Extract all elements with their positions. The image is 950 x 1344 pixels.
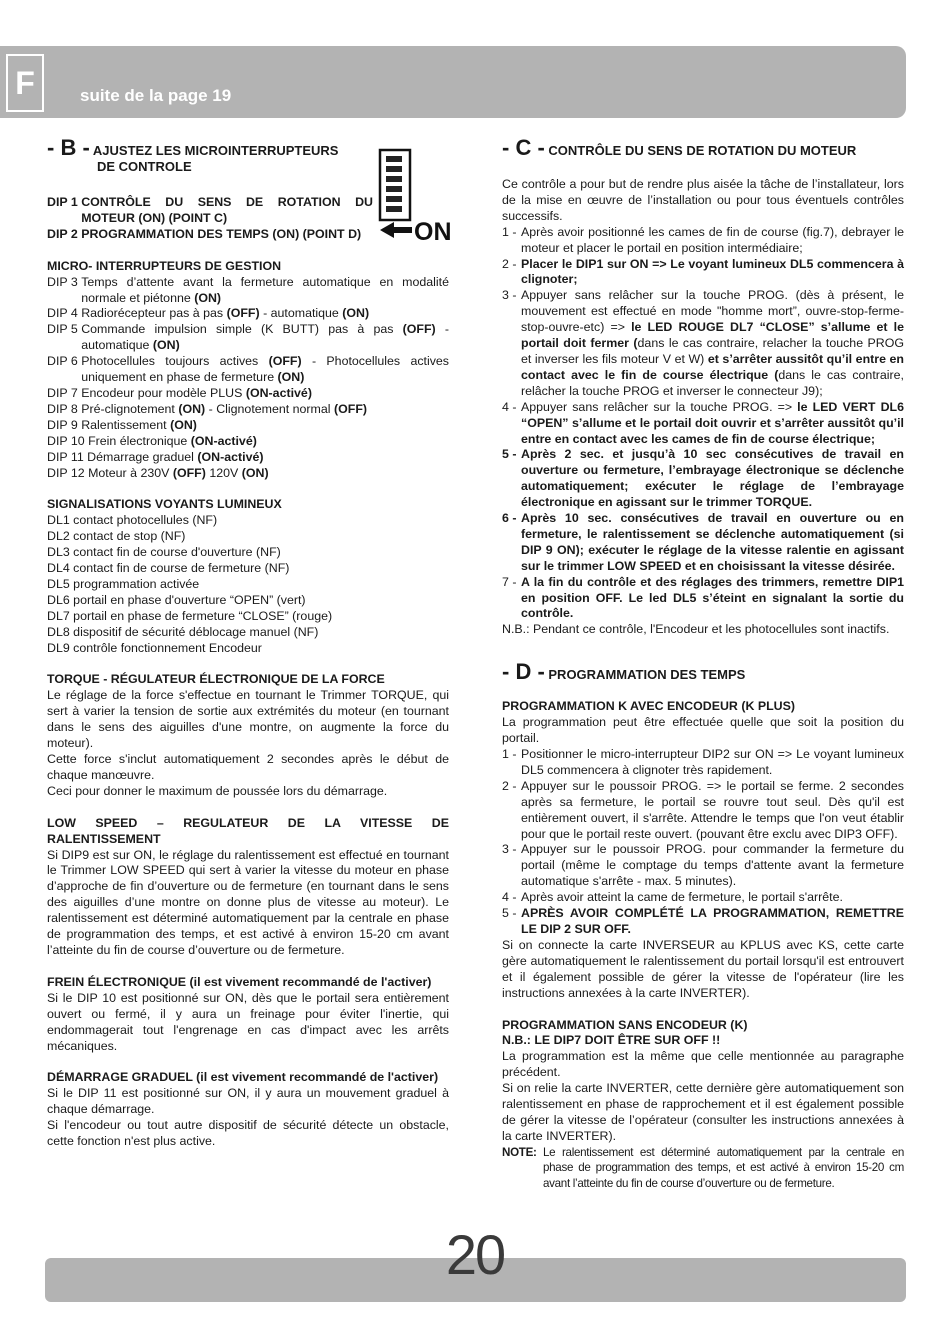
led-item: DL6 portail en phase d'ouverture “OPEN” (vert): [47, 592, 306, 607]
d-inverter-paragraph: Si on connecte la carte INVERSEUR au KPLUS avec KS, cette carte gère automatiquement le ralentissement du portail lorsqu'il est entrouvert et il également possible de gérer la vitesse de l'opérateur (lire les instructions annexées à la carte INVERTER).: [502, 937, 904, 1000]
header-bar: [0, 46, 906, 118]
dip10-row: DIP 10 Frein électronique (ON-activé): [47, 433, 257, 448]
dip1-row: DIP 1 CONTRÔLE DU SENS DE ROTATION DU MOTEUR (ON) (POINT C): [47, 195, 373, 225]
c-step-4: 4 - Appuyer sans relâcher sur la touche PROG. => le LED VERT DL6 “OPEN” s’allume et le portail doit ouvrir et s’arrêter aussitôt qu’il entre en contact avec les cames de fin de course électrique;: [502, 399, 904, 446]
c-step-5: 5 - Après 2 sec. et jusqu’à 10 sec consécutives de travail en ouverture ou fermeture, l’embrayage électronique se déclenche automatiquement; exécuter le réglage de l’embrayage électronique en agissant sur le trimmer TORQUE.: [502, 447, 904, 510]
torque-title: TORQUE - RÉGULATEUR ÉLECTRONIQUE DE LA FORCE: [47, 672, 385, 687]
header-continuation: suite de la page 19: [80, 86, 232, 105]
left-column: [47, 135, 450, 1150]
d-step-3: 3 - Appuyer sur le poussoir PROG. pour commander la fermeture du portail (même le comptage du temps d'attente avant la fermeture automatique s'arrête - max. 5 minutes).: [502, 842, 904, 889]
demarrage-paragraph-2: Si l'encodeur ou tout autre dispositif de sécurité détecte un obstacle, cette fonction n'est plus active.: [47, 1118, 449, 1149]
c-step-2: 2 - Placer le DIP1 sur ON => Le voyant lumineux DL5 commencera à clignoter;: [502, 256, 904, 287]
demarrage-paragraph-1: Si le DIP 11 est positionné sur ON, il y aura un mouvement graduel à chaque démarrage.: [47, 1086, 449, 1117]
page-number: 20: [445, 1223, 505, 1286]
d-step-5: 5 - APRÈS AVOIR COMPLÉTÉ LA PROGRAMMATION, REMETTRE LE DIP 2 SUR OFF.: [502, 906, 904, 936]
dip12-row: DIP 12 Moteur à 230V (OFF) 120V (ON): [47, 465, 269, 480]
low-speed-paragraph: Si DIP9 est sur ON, le réglage du ralentissement est effectué en tournant le Trimmer LOW SPEED qui sert à varier la vitesse du moteur en phase d’approche de fin d’ouverture ou de fermeture (en tournant dans le sens des aiguilles d’une montre on donne plus de vitesse au moteur). Le ralentissement est déterminé automatiquement par la centrale en phase de programmation des temps, et est activé à environ 15-20 cm avant l’atteinte du fin de course d’ouverture ou de fermeture.: [47, 847, 449, 957]
d-step-1: 1 - Positionner le micro-interrupteur DIP2 sur ON => Le voyant lumineux DL5 commencera à clignoter très rapidement.: [502, 747, 904, 777]
section-d-title: - D - PROGRAMMATION DES TEMPS: [502, 659, 746, 685]
section-b-title: - B - AJUSTEZ LES MICROINTERRUPTEURS DE CONTROLE: [47, 135, 339, 174]
d-note: NOTE: Le ralentissement est déterminé automatiquement par la centrale en phase de programmation des temps, et est activé à environ 15-20 cm avant l’atteinte du fin de course d’ouverture ou de fermeture.: [502, 1145, 904, 1190]
led-item: DL3 contact fin de course d'ouverture (NF): [47, 545, 281, 560]
dip6-row: DIP 6 Photocellules toujours actives (OFF) - Photocellules actives uniquement en phase de fermeture (ON): [47, 354, 450, 385]
right-column: [502, 135, 905, 1192]
d-step-2: 2 - Appuyer sur le poussoir PROG. => le portail se ferme. 2 secondes après sa fermeture, le portail se rouvre tout seul. Dès qu'il est entièrement ouvert, il s'arrête. Attendre le temps que l'on veut établir pour que le portail reste ouvert. (pouvant être exclu avec DIP3 OFF).: [502, 778, 904, 841]
led-item: DL1 contact photocellules (NF): [47, 513, 218, 528]
led-list: [47, 513, 449, 656]
c-step-1: 1 - Après avoir positionné les cames de fin de course (fig.7), debrayer le moteur et placer le portail en position intermédiaire;: [502, 224, 904, 255]
section-c-title: - C - CONTRÔLE DU SENS DE ROTATION DU MOTEUR: [502, 135, 857, 160]
demarrage-title: DÉMARRAGE GRADUEL (il est vivement recommandé de l'activer): [47, 1070, 439, 1085]
frein-title: FREIN ÉLECTRONIQUE (il est vivement recommandé de l'activer): [47, 974, 432, 989]
d-subtitle-sans-encodeur: PROGRAMMATION SANS ENCODEUR (K): [502, 1017, 748, 1032]
dip4-row: DIP 4 Radiorécepteur pas à pas (OFF) - automatique (ON): [47, 306, 370, 321]
torque-paragraph-1: Le réglage de la force s'effectue en tournant le Trimmer TORQUE, qui sert à varier la tension de sortie aux extrémités du moteur (en tournant dans le sens des aiguilles d'une montre, on augmente la force du moteur).: [47, 688, 449, 751]
d-intro: La programmation peut être effectuée quelle que soit la position du portail.: [502, 715, 904, 746]
dip2-row: DIP 2 PROGRAMMATION DES TEMPS (ON) (POINT D): [47, 226, 362, 241]
section-c-intro: Ce contrôle a pour but de rendre plus aisée la tâche de l’installateur, lors de la mise en œuvre de l’installation ou pour tous éventuels contrôles successifs.: [502, 177, 904, 223]
led-item: DL4 contact fin de course de fermeture (NF): [47, 561, 290, 576]
d-paragraph-3: Si on relie la carte INVERTER, cette dernière gère automatiquement son ralentissement en phase de rapprochement et il est également possible de gérer la vitesse de l’opérateur (consulter les instructions annexées à la carte INVERTER).: [502, 1081, 904, 1143]
c-step-3: 3 - Appuyer sans relâcher sur la touche PROG. (dès à présent, le mouvement est effectué en mode "homme mort”, ouvre-stop-ferme-stop-ouvre-etc) => le LED ROUGE DL7 “CLOSE” s’allume et le portail doit fermer (dans le cas contraire, relacher la touche PROG et inverser les fils moteur V et W) et s’arrêter aussitôt qu’il entre en contact avec le fin de course électrique (dans le cas contraire, relâcher la touche PROG et inverser le connecteur J9);: [502, 288, 905, 398]
c-note: N.B.: Pendant ce contrôle, l'Encodeur et les photocellules sont inactifs.: [502, 622, 890, 637]
low-speed-title: LOW SPEED – REGULATEUR DE LA VITESSE DE RALENTISSEMENT: [47, 815, 449, 846]
dip8-row: DIP 8 Pré-clignotement (ON) - Clignotement normal (OFF): [47, 401, 368, 416]
dip3-row: DIP 3 Temps d’attente avant la fermeture automatique en modalité normale et piétonne (ON): [47, 274, 449, 305]
led-item: DL2 contact de stop (NF): [47, 529, 186, 544]
language-badge: F: [6, 54, 44, 112]
frein-paragraph: Si le DIP 10 est positionné sur ON, dès que le portail sera entièrement ouvert ou fermé, il y aura un freinage pour éviter l'inertie, qui endommagerait tout l'engrenage en cas d'impact avec les arrêts mécaniques.: [47, 990, 449, 1053]
led-item: DL8 dispositif de sécurité déblocage manuel (NF): [47, 624, 319, 639]
c-step-7: 7 - A la fin du contrôle et des réglages des trimmers, remettre DIP1 en position OFF. Le led DL5 s’éteint en signalant la sortie du contrôle.: [502, 574, 904, 621]
d-subtitle-kplus: PROGRAMMATION K AVEC ENCODEUR (K PLUS): [502, 699, 796, 714]
led-item: DL7 portail en phase de fermeture “CLOSE” (rouge): [47, 608, 333, 623]
dip7-row: DIP 7 Encodeur pour modèle PLUS (ON-activé): [47, 385, 312, 400]
d-nb: N.B.: LE DIP7 DOIT ÊTRE SUR OFF !!: [502, 1033, 721, 1048]
led-item: DL5 programmation activée: [47, 576, 200, 591]
torque-paragraph-3: Ceci pour donner le maximum de poussée lors du démarrage.: [47, 783, 388, 798]
signalisation-title: SIGNALISATIONS VOYANTS LUMINEUX: [47, 497, 282, 512]
c-step-6: 6 - Après 10 sec. consécutives de travail en ouverture ou en fermeture, le ralentissement se déclenche automatiquement (si DIP 9 ON); exécuter le réglage de la vitesse ralentie en agissant sur le trimmer LOW SPEED et en choisissant la vitesse désirée.: [502, 511, 904, 573]
d-step-4: 4 - Après avoir atteint la came de fermeture, le portail s'arrête.: [502, 890, 843, 905]
dip9-row: DIP 9 Ralentissement (ON): [47, 417, 197, 432]
torque-paragraph-2: Cette force s'inclut automatiquement 2 secondes après le début de chaque manœuvre.: [47, 752, 449, 782]
micro-title: MICRO- INTERRUPTEURS DE GESTION: [47, 258, 282, 273]
on-label: ON: [414, 218, 452, 242]
d-paragraph-2: La programmation est la même que celle mentionnée au paragraphe précédent.: [502, 1049, 904, 1080]
led-item: DL9 contrôle fonctionnement Encodeur: [47, 640, 262, 655]
dip5-row: DIP 5 Commande impulsion simple (K BUTT) pas à pas (OFF) - automatique (ON): [47, 322, 449, 353]
dip11-row: DIP 11 Démarrage graduel (ON-activé): [47, 449, 264, 464]
